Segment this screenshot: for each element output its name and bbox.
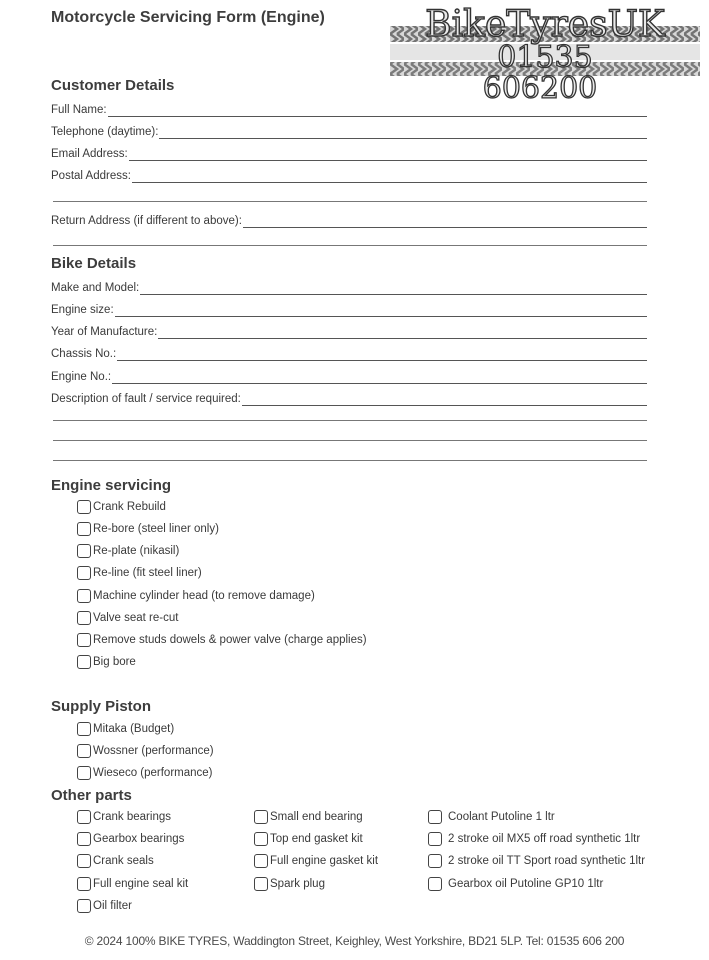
other-part-option[interactable] xyxy=(77,832,184,846)
chassis-no-field[interactable] xyxy=(51,345,647,361)
description-label: Description of fault / service required: xyxy=(51,393,241,405)
other-part-option[interactable] xyxy=(428,854,645,868)
other-part-option[interactable] xyxy=(77,899,132,913)
engine-service-option[interactable] xyxy=(77,522,219,536)
piston-label: Wieseco (performance) xyxy=(93,767,213,779)
checkbox[interactable] xyxy=(428,832,442,846)
engine-service-label: Valve seat re-cut xyxy=(93,612,179,624)
svg-text:BikeTyresUK: BikeTyresUK xyxy=(425,4,665,45)
piston-label: Mitaka (Budget) xyxy=(93,723,175,735)
make-model-field[interactable] xyxy=(51,279,647,295)
full-name-input-line[interactable] xyxy=(108,103,647,117)
engine-no-field[interactable] xyxy=(51,368,647,384)
other-part-label: Gearbox bearings xyxy=(93,833,185,845)
other-part-label: Crank bearings xyxy=(93,811,171,823)
make-model-label: Make and Model: xyxy=(51,282,140,294)
other-part-option[interactable] xyxy=(254,854,378,868)
engine-service-label: Remove studs dowels & power valve (charge applies) xyxy=(93,634,367,646)
other-part-option[interactable] xyxy=(254,810,363,824)
full-name-field[interactable] xyxy=(51,101,647,117)
other-parts-heading: Other parts xyxy=(51,787,132,804)
piston-option[interactable] xyxy=(77,722,174,736)
checkbox[interactable] xyxy=(77,611,91,625)
email-field[interactable] xyxy=(51,145,647,161)
postal-address-input-line[interactable] xyxy=(132,169,647,183)
year-of-manufacture-label: Year of Manufacture: xyxy=(51,326,158,338)
checkbox[interactable] xyxy=(254,810,268,824)
engine-service-option[interactable] xyxy=(77,566,202,580)
checkbox[interactable] xyxy=(77,744,91,758)
bike-details-heading: Bike Details xyxy=(51,255,137,272)
return-address-extra-line[interactable] xyxy=(53,245,647,246)
checkbox[interactable] xyxy=(428,854,442,868)
telephone-label: Telephone (daytime): xyxy=(51,126,159,138)
checkbox[interactable] xyxy=(77,832,91,846)
logo-graphic xyxy=(390,4,700,100)
piston-option[interactable] xyxy=(77,744,214,758)
checkbox[interactable] xyxy=(254,832,268,846)
other-part-option[interactable] xyxy=(428,832,640,846)
engine-service-option[interactable] xyxy=(77,655,136,669)
bike-tyres-uk-logo xyxy=(390,4,700,100)
engine-service-option[interactable] xyxy=(77,500,166,514)
checkbox[interactable] xyxy=(428,810,442,824)
checkbox[interactable] xyxy=(77,854,91,868)
engine-service-label: Re-bore (steel liner only) xyxy=(93,523,219,535)
engine-service-label: Machine cylinder head (to remove damage) xyxy=(93,590,315,602)
checkbox[interactable] xyxy=(77,522,91,536)
engine-no-input-line[interactable] xyxy=(112,370,647,384)
engine-no-label: Engine No.: xyxy=(51,371,112,383)
piston-option[interactable] xyxy=(77,766,213,780)
checkbox[interactable] xyxy=(428,877,442,891)
description-extra-line-1[interactable] xyxy=(53,420,647,421)
description-extra-line-3[interactable] xyxy=(53,460,647,461)
year-of-manufacture-field[interactable] xyxy=(51,323,647,339)
other-part-option[interactable] xyxy=(254,877,325,891)
year-of-manufacture-input-line[interactable] xyxy=(158,325,647,339)
checkbox[interactable] xyxy=(254,877,268,891)
other-part-label: Coolant Putoline 1 ltr xyxy=(448,811,555,823)
other-part-option[interactable] xyxy=(77,810,171,824)
other-part-label: Spark plug xyxy=(270,878,325,890)
postal-address-extra-line[interactable] xyxy=(53,201,647,202)
email-input-line[interactable] xyxy=(129,147,647,161)
checkbox[interactable] xyxy=(77,566,91,580)
checkbox[interactable] xyxy=(77,899,91,913)
return-address-field[interactable] xyxy=(51,212,647,228)
other-part-option[interactable] xyxy=(428,810,555,824)
other-part-label: Oil filter xyxy=(93,900,132,912)
other-part-option[interactable] xyxy=(77,854,154,868)
checkbox[interactable] xyxy=(77,810,91,824)
engine-service-option[interactable] xyxy=(77,633,367,647)
footer-address: © 2024 100% BIKE TYRES, Waddington Street, Keighley, West Yorkshire, BD21 5LP. Tel: 01535 606 200 xyxy=(84,934,625,948)
description-field[interactable] xyxy=(51,390,647,406)
checkbox[interactable] xyxy=(254,854,268,868)
engine-service-label: Crank Rebuild xyxy=(93,501,166,513)
engine-service-label: Big bore xyxy=(93,656,136,668)
engine-service-option[interactable] xyxy=(77,611,178,625)
engine-service-option[interactable] xyxy=(77,589,315,603)
checkbox[interactable] xyxy=(77,633,91,647)
return-address-input-line[interactable] xyxy=(243,214,647,228)
other-part-option[interactable] xyxy=(77,877,188,891)
other-part-label: 2 stroke oil MX5 off road synthetic 1ltr xyxy=(448,833,641,845)
piston-label: Wossner (performance) xyxy=(93,745,214,757)
checkbox[interactable] xyxy=(77,544,91,558)
form-title: Motorcycle Servicing Form (Engine) xyxy=(51,9,325,26)
other-part-label: Top end gasket kit xyxy=(270,833,363,845)
engine-size-field[interactable] xyxy=(51,301,647,317)
other-part-label: Full engine gasket kit xyxy=(270,855,379,867)
return-address-label: Return Address (if different to above): xyxy=(51,215,242,227)
checkbox[interactable] xyxy=(77,722,91,736)
engine-service-label: Re-plate (nikasil) xyxy=(93,545,180,557)
make-model-input-line[interactable] xyxy=(140,281,647,295)
checkbox[interactable] xyxy=(77,766,91,780)
engine-size-input-line[interactable] xyxy=(115,303,647,317)
checkbox[interactable] xyxy=(77,655,91,669)
supply-piston-heading: Supply Piston xyxy=(51,698,152,715)
other-part-option[interactable] xyxy=(428,877,603,891)
description-input-line[interactable] xyxy=(242,392,647,406)
other-part-label: Full engine seal kit xyxy=(93,878,189,890)
engine-service-option[interactable] xyxy=(77,544,179,558)
engine-size-label: Engine size: xyxy=(51,304,114,316)
checkbox[interactable] xyxy=(77,500,91,514)
description-extra-line-2[interactable] xyxy=(53,440,647,441)
other-part-label: 2 stroke oil TT Sport road synthetic 1ltr xyxy=(448,855,646,867)
checkbox[interactable] xyxy=(77,589,91,603)
other-part-label: Crank seals xyxy=(93,855,154,867)
other-part-label: Gearbox oil Putoline GP10 1ltr xyxy=(448,878,604,890)
full-name-label: Full Name: xyxy=(51,104,107,116)
email-label: Email Address: xyxy=(51,148,128,160)
other-part-label: Small end bearing xyxy=(270,811,363,823)
svg-text:01535: 01535 xyxy=(497,40,593,75)
checkbox[interactable] xyxy=(77,877,91,891)
telephone-input-line[interactable] xyxy=(159,125,647,139)
engine-servicing-heading: Engine servicing xyxy=(51,477,172,494)
svg-text:606200: 606200 xyxy=(482,71,598,100)
chassis-no-label: Chassis No.: xyxy=(51,348,117,360)
engine-service-label: Re-line (fit steel liner) xyxy=(93,567,202,579)
telephone-field[interactable] xyxy=(51,123,647,139)
customer-details-heading: Customer Details xyxy=(51,77,175,94)
postal-address-label: Postal Address: xyxy=(51,170,131,182)
chassis-no-input-line[interactable] xyxy=(117,347,647,361)
postal-address-field[interactable] xyxy=(51,167,647,183)
other-part-option[interactable] xyxy=(254,832,363,846)
